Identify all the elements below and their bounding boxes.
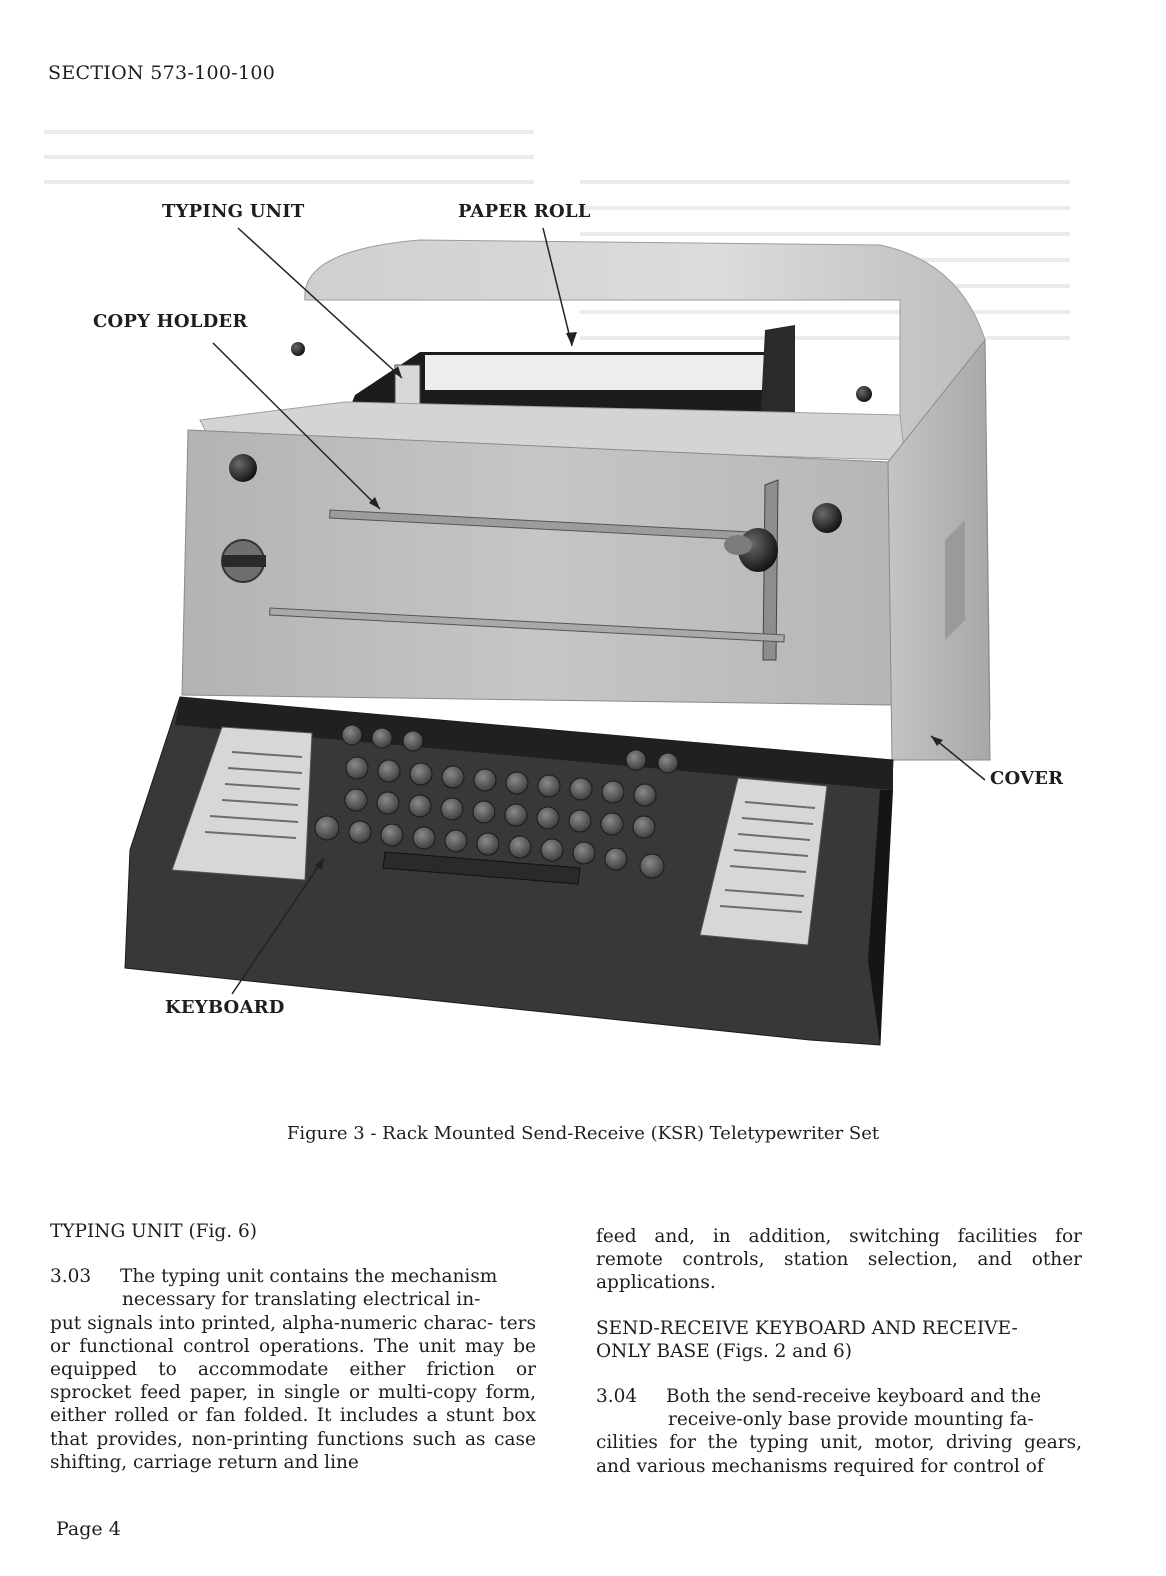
send-receive-heading: SEND-RECEIVE KEYBOARD AND RECEIVE- [596, 1317, 1018, 1339]
figure-caption: Figure 3 - Rack Mounted Send-Receive (KSR) Teletypewriter Set [286, 1123, 880, 1144]
callout-copy-holder: COPY HOLDER [93, 311, 248, 332]
left-front-knob-icon [229, 454, 257, 482]
left-column [50, 1220, 536, 1474]
callout-keyboard: KEYBOARD [165, 997, 285, 1018]
section-header: SECTION 573-100-100 [48, 62, 276, 84]
typing-unit-heading: TYPING UNIT (Fig. 6) [50, 1221, 258, 1242]
cabinet-front [182, 430, 892, 705]
top-left-knob-icon [291, 342, 305, 356]
continuation-text: feed and, in addition, switching facilities for remote controls, station selection, and other applications. [596, 1226, 1082, 1294]
right-column [596, 1225, 1082, 1478]
paragraph-number: 3.04 [596, 1386, 638, 1408]
top-right-knob-icon [856, 386, 872, 402]
callout-paper-roll: PAPER ROLL [458, 201, 591, 222]
paragraph-3-03-line2: necessary for translating electrical in- [122, 1289, 481, 1311]
paper-roll [425, 355, 775, 390]
callout-cover: COVER [990, 768, 1064, 789]
page-number: Page 4 [56, 1518, 121, 1540]
paragraph-3-03: 3.03 The typing unit contains the mechanism [50, 1266, 498, 1288]
paragraph-3-04-body: cilities for the typing unit, motor, driving gears, and various mechanisms required for control of [596, 1432, 1082, 1477]
paragraph-number: 3.03 [50, 1266, 92, 1288]
right-front-knob-icon [812, 503, 842, 533]
paragraph-3-04-line2: receive-only base provide mounting fa- [668, 1409, 1034, 1431]
paragraph-3-04: 3.04 Both the send-receive keyboard and the [596, 1386, 1042, 1408]
send-receive-heading-line2: ONLY BASE (Figs. 2 and 6) [596, 1340, 852, 1362]
callout-typing-unit: TYPING UNIT [162, 201, 305, 222]
paragraph-3-03-body: put signals into printed, alpha-numeric charac- ters or functional control operations. The unit may be equipped to accommodate either friction or sprocket feed paper, in single or multi-copy form, either rolled or fan folded. It includes a stunt box that provides, non-printing functions such as case shifting, carriage return and line [50, 1312, 536, 1473]
